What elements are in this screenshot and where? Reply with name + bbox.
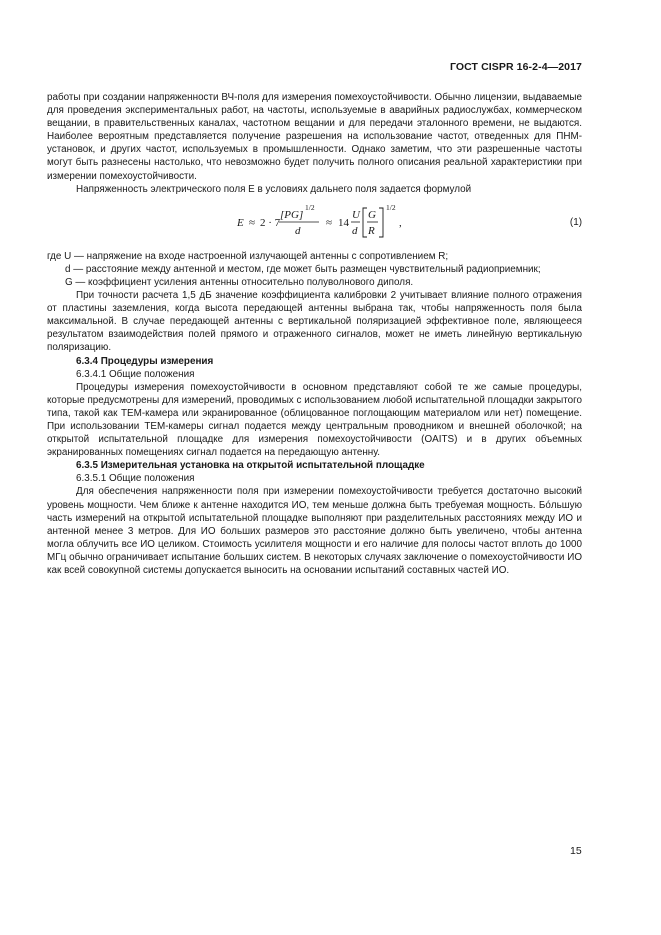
formula-exp2: 1/2 (386, 202, 396, 212)
paragraph-formula-intro: Напряженность электрического поля E в условиях дальнего поля задается формулой (76, 183, 472, 195)
document-header: ГОСТ CISPR 16-2-4—2017 (449, 61, 582, 73)
formula-approx: ≈ (249, 216, 256, 229)
section-heading-6-3-4: 6.3.4 Процедуры измерения (76, 355, 214, 367)
page-body (47, 91, 582, 577)
formula-coef1: 2 · 7 (260, 216, 281, 229)
formula-field-strength (47, 200, 582, 246)
formula-coef2: 14 (338, 216, 349, 229)
section-heading-6-3-5: 6.3.5 Измерительная установка на открытой испытательной площадке (76, 460, 425, 472)
definition-g: G — коэффициент усиления антенны относительно полуволнового диполя. (65, 276, 414, 288)
subsection-heading-6-3-4-1: 6.3.4.1 Общие положения (76, 368, 195, 380)
formula-graphic (47, 200, 582, 246)
formula-inner-den: R (368, 224, 375, 237)
formula-lhs: E (237, 216, 244, 229)
subsection-heading-6-3-5-1: 6.3.5.1 Общие положения (76, 473, 195, 485)
paragraph-licenses: работы при создании напряженности ВЧ-поля для измерения помехоустойчивости. Обычно лицензии, выдаваемые для проведения экспериментальных работ, на частоты, используемые в аварийных радиослужбах, коммерческом вещании, в правительственных каналах, частотном вещании и для передачи эталонного времени, не выдаются. Наиболее вероятным представляется получение разрешения на использование частот, отведенных для ПНМ-установок, и других частот, используемых в промышленности. Однако заметим, что эти разрешенные частоты могут быть разнесены настолько, что невозможно будет получить полного описания реальной характеристики при измерении помехоустойчивости. (47, 92, 582, 182)
definition-u: где U — напряжение на входе настроенной излучающей антенны с сопротивлением R; (47, 250, 449, 262)
definition-d: d — расстояние между антенной и местом, где может быть размещен чувствительный радиоприемник; (65, 263, 541, 275)
formula-right-bracket (379, 208, 383, 237)
formula-den2: d (352, 224, 358, 237)
formula-inner-num: G (368, 208, 376, 221)
formula-den1: d (295, 224, 301, 237)
paragraph-procedures: Процедуры измерения помехоустойчивости в основном представляют собой те же самые процедуры, которые предусмотрены для измерений, проводимых с использованием любой испытательной площадки закрытого типа, такой как ТЕМ-камера или экранированное (облицованное поглощающим материалом или нет) помещение. При использовании ТЕМ-камеры сигнал подается между центральным проводником и внешней оболочкой; на открытой испытательной площадке для измерения помехоустойчивости (OAITS) и в других объемных экранированных помещениях сигнал подается на передающую антенну. (47, 381, 582, 459)
formula-exp1: 1/2 (305, 202, 315, 212)
formula-num2: U (352, 208, 360, 221)
formula-left-bracket (363, 208, 367, 237)
paragraph-calibration: При точности расчета 1,5 дБ значение коэффициента калибровки 2 учитывает влияние полного отражения от пластины заземления, когда высота передающей антенны выбрана так, чтобы напряженность поля была максимальной. В случае передающей антенны с вертикальной поляризацией эффективное поле, являющееся результатом взаимодействия полей прямого и отраженного сигналов, может не иметь линейную вертикальную поляризацию. (47, 290, 582, 354)
formula-tilde: ≈ (326, 216, 333, 229)
formula-comma: , (399, 216, 402, 229)
formula-number: (1) (569, 216, 582, 228)
paragraph-power: Для обеспечения напряженности поля при измерении помехоустойчивости требуется достаточно высокий уровень мощности. Чем ближе к антенне находится ИО, тем меньше должна быть требуемая мощность. Бóльшую часть измерений на открытой испытательной площадке выполняют при разделительных расстояниях между ИО и антенной менее 3 метров. Для ИО больших размеров это расстояние должно быть увеличено, чтобы антенна могла облучить все ИО целиком. Стоимость усилителя мощности и его наличие для полосы частот вплоть до 1000 МГц обычно ограничивает испытание больших систем. В некоторых случаях заключение о помехоустойчивости ИО как всей совокупной системы допускается выносить на основании испытаний составных частей ИО. (47, 486, 582, 576)
formula-num1: [PG] (280, 208, 304, 221)
page-number: 15 (570, 845, 582, 857)
